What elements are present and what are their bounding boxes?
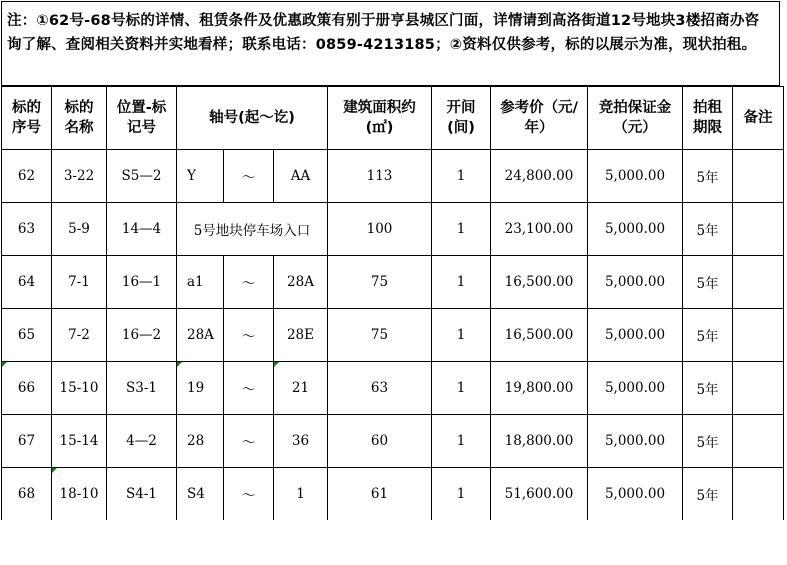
cell-lot-name: 7-1 (52, 256, 107, 309)
cell-term: 5年 (683, 203, 733, 256)
cell-axis-separator: ～ (224, 468, 274, 521)
cell-bays: 1 (432, 362, 491, 415)
cell-lot-name: 15-14 (52, 415, 107, 468)
header-lot-no: 标的序号 (2, 87, 52, 150)
cell-term: 5年 (683, 309, 733, 362)
cell-axis-separator: ～ (224, 256, 274, 309)
cell-lot-name: 3-22 (52, 150, 107, 203)
cell-remark (733, 309, 784, 362)
cell-axis-separator: ～ (224, 150, 274, 203)
header-bays: 开间(间) (432, 87, 491, 150)
cell-area: 113 (328, 150, 432, 203)
header-position: 位置-标记号 (107, 87, 177, 150)
header-axis: 轴号(起～讫) (177, 87, 328, 150)
cell-lot-no: 62 (2, 150, 52, 203)
cell-lot-name: 18-10 (52, 468, 107, 521)
cell-axis-start: 28 (177, 415, 224, 468)
cell-marker-icon (52, 468, 57, 473)
cell-axis-end: 28A (274, 256, 328, 309)
cell-axis-separator: ～ (224, 415, 274, 468)
cell-term: 5年 (683, 150, 733, 203)
cell-axis-end: AA (274, 150, 328, 203)
header-remark: 备注 (733, 87, 784, 150)
cell-axis-end: 1 (274, 468, 328, 521)
cell-axis-start: 28A (177, 309, 224, 362)
cell-lot-name: 7-2 (52, 309, 107, 362)
cell-ref-price: 24,800.00 (491, 150, 588, 203)
cell-ref-price: 16,500.00 (491, 309, 588, 362)
cell-deposit: 5,000.00 (588, 203, 683, 256)
table-row (2, 415, 784, 468)
cell-deposit: 5,000.00 (588, 150, 683, 203)
table-row (2, 203, 784, 256)
cell-lot-no: 66 (2, 362, 52, 415)
cell-marker-icon (274, 362, 279, 367)
cell-deposit: 5,000.00 (588, 362, 683, 415)
cell-deposit: 5,000.00 (588, 256, 683, 309)
cell-term: 5年 (683, 468, 733, 521)
cell-bays: 1 (432, 150, 491, 203)
cell-lot-no: 64 (2, 256, 52, 309)
header-lot-name: 标的名称 (52, 87, 107, 150)
cell-position: 4—2 (107, 415, 177, 468)
header-deposit: 竞拍保证金（元） (588, 87, 683, 150)
cell-ref-price: 16,500.00 (491, 256, 588, 309)
cell-position: 14—4 (107, 203, 177, 256)
cell-lot-name: 5-9 (52, 203, 107, 256)
cell-area: 61 (328, 468, 432, 521)
header-area: 建筑面积约(㎡) (328, 87, 432, 150)
cell-bays: 1 (432, 256, 491, 309)
cell-lot-no: 68 (2, 468, 52, 521)
cell-axis-start: 19 (177, 362, 224, 415)
cell-position: S3-1 (107, 362, 177, 415)
cell-bays: 1 (432, 415, 491, 468)
cell-lot-no: 63 (2, 203, 52, 256)
cell-deposit: 5,000.00 (588, 468, 683, 521)
cell-position: S5—2 (107, 150, 177, 203)
cell-marker-icon (2, 362, 7, 367)
cell-bays: 1 (432, 203, 491, 256)
cell-axis-end: 28E (274, 309, 328, 362)
cell-area: 100 (328, 203, 432, 256)
cell-remark (733, 256, 784, 309)
cell-area: 63 (328, 362, 432, 415)
cell-area: 60 (328, 415, 432, 468)
header-ref-price: 参考价（元/年） (491, 87, 588, 150)
cell-ref-price: 51,600.00 (491, 468, 588, 521)
table-row (2, 468, 784, 521)
cell-deposit: 5,000.00 (588, 415, 683, 468)
lot-table (1, 86, 784, 521)
cell-area: 75 (328, 256, 432, 309)
cell-area: 75 (328, 309, 432, 362)
cell-ref-price: 18,800.00 (491, 415, 588, 468)
empty-area (0, 520, 787, 565)
table-row (2, 256, 784, 309)
header-term: 拍租期限 (683, 87, 733, 150)
cell-marker-icon (177, 362, 182, 367)
cell-lot-name: 15-10 (52, 362, 107, 415)
cell-position: 16—2 (107, 309, 177, 362)
cell-remark (733, 415, 784, 468)
cell-bays: 1 (432, 468, 491, 521)
cell-term: 5年 (683, 415, 733, 468)
cell-lot-no: 67 (2, 415, 52, 468)
cell-position: 16—1 (107, 256, 177, 309)
cell-remark (733, 362, 784, 415)
cell-bays: 1 (432, 309, 491, 362)
cell-axis-separator: ～ (224, 309, 274, 362)
cell-axis-end: 21 (274, 362, 328, 415)
cell-lot-no: 65 (2, 309, 52, 362)
cell-remark (733, 203, 784, 256)
cell-axis-start: Y (177, 150, 224, 203)
cell-remark (733, 468, 784, 521)
cell-deposit: 5,000.00 (588, 309, 683, 362)
table-row (2, 309, 784, 362)
cell-axis-start: S4 (177, 468, 224, 521)
cell-term: 5年 (683, 362, 733, 415)
table-row (2, 150, 784, 203)
cell-remark (733, 150, 784, 203)
cell-ref-price: 19,800.00 (491, 362, 588, 415)
cell-axis-separator: ～ (224, 362, 274, 415)
header-row (2, 87, 784, 150)
note-text: 注：①62号-68号标的详情、租赁条件及优惠政策有别于册亨县城区门面，详情请到高洛街道12号地块3楼招商办咨询了解、查阅相关资料并实地看样；联系电话：0859-4213185；②资料仅供参考，标的以展示为准，现状拍租。 (1, 1, 780, 86)
cell-axis-end: 36 (274, 415, 328, 468)
cell-position: S4-1 (107, 468, 177, 521)
cell-axis-start: a1 (177, 256, 224, 309)
cell-term: 5年 (683, 256, 733, 309)
cell-ref-price: 23,100.00 (491, 203, 588, 256)
cell-axis-merged: 5号地块停车场入口 (177, 203, 328, 256)
table-row (2, 362, 784, 415)
